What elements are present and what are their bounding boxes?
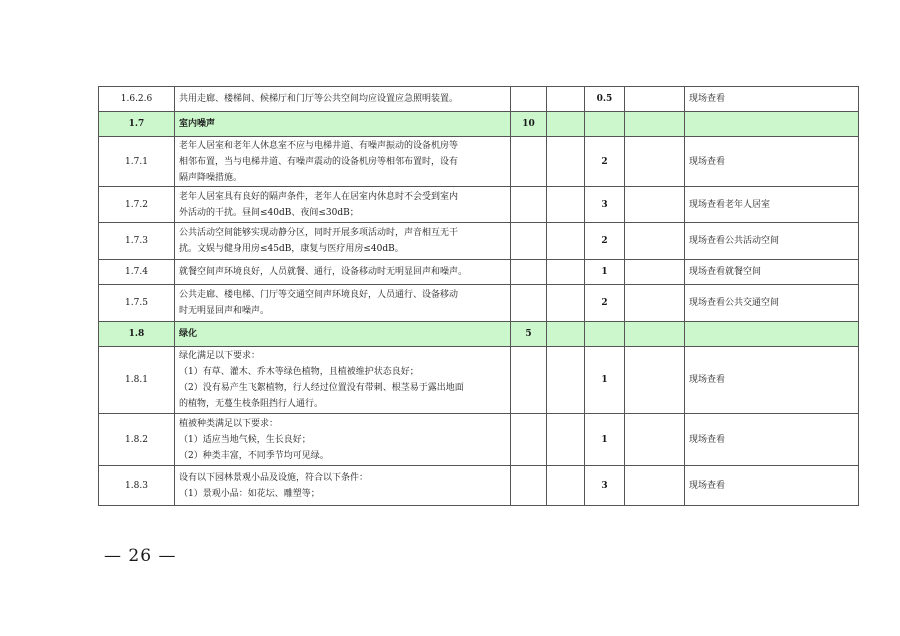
- table-row: [99, 414, 859, 466]
- item-number: 1.8.1: [99, 347, 175, 414]
- item-number: 1.7.2: [99, 187, 175, 223]
- requirement-line: 外活动的干扰。昼间≤40dB、夜间≤30dB；: [179, 207, 359, 218]
- verification-method: 现场查看公共交通空间: [685, 285, 859, 322]
- verification-method: 现场查看: [685, 414, 859, 466]
- section-total-score: 5: [511, 322, 547, 347]
- evaluation-table: [98, 86, 859, 506]
- requirement-line: 植被种类满足以下要求：: [179, 418, 279, 429]
- table-body: [99, 87, 859, 506]
- empty-cell: [511, 137, 547, 187]
- requirement-text: [175, 466, 511, 506]
- requirement-line: 老年人居室具有良好的隔声条件，老年人在居室内休息时不会受到室内: [179, 191, 459, 202]
- requirement-line: （2）种类丰富，不同季节均可见绿。: [179, 450, 329, 461]
- requirement-text: [175, 87, 511, 112]
- requirement-line: 的植物，无蔓生枝条阻挡行人通行。: [179, 399, 324, 409]
- table-row: [99, 137, 859, 187]
- item-number: 1.8.2: [99, 414, 175, 466]
- table-row: [99, 187, 859, 223]
- empty-cell: [685, 112, 859, 137]
- verification-method: 现场查看: [685, 87, 859, 112]
- requirement-line: 隔声降噪措施。: [179, 172, 243, 183]
- empty-cell: [547, 466, 585, 506]
- empty-cell: [547, 223, 585, 260]
- empty-cell: [511, 414, 547, 466]
- empty-cell: [625, 260, 685, 285]
- empty-cell: [625, 223, 685, 260]
- requirement-line: 扰。文娱与健身用房≤45dB，康复与医疗用房≤40dB。: [179, 244, 404, 254]
- verification-method: 现场查看公共活动空间: [685, 223, 859, 260]
- item-score: 0.5: [585, 87, 625, 112]
- table-row: [99, 223, 859, 260]
- requirement-line: 时无明显回声和噪声。: [179, 306, 270, 316]
- requirement-line: 公共活动空间能够实现动静分区，同时开展多项活动时，声音相互无干: [179, 228, 459, 238]
- table-row: [99, 87, 859, 112]
- empty-cell: [685, 322, 859, 347]
- item-number: 1.8.3: [99, 466, 175, 506]
- item-number: 1.7: [99, 112, 175, 137]
- empty-cell: [547, 112, 585, 137]
- item-number: 1.7.5: [99, 285, 175, 322]
- requirement-text: [175, 414, 511, 466]
- section-row: [99, 322, 859, 347]
- table-row: [99, 466, 859, 506]
- item-score: 1: [585, 414, 625, 466]
- item-score: 2: [585, 137, 625, 187]
- item-number: 1.7.4: [99, 260, 175, 285]
- requirement-line: 相邻布置，当与电梯井道、有噪声震动的设备机房等相邻布置时，设有: [179, 156, 459, 167]
- requirement-line: （2）没有易产生飞絮植物，行人经过位置没有带刺、根茎易于露出地面: [179, 383, 464, 393]
- item-score: 3: [585, 187, 625, 223]
- empty-cell: [625, 322, 685, 347]
- empty-cell: [585, 322, 625, 347]
- empty-cell: [625, 137, 685, 187]
- empty-cell: [547, 87, 585, 112]
- section-title: 室内噪声: [175, 112, 511, 137]
- empty-cell: [547, 347, 585, 414]
- requirement-line: 就餐空间声环境良好，人员就餐、通行，设备移动时无明显回声和噪声。: [179, 267, 468, 277]
- requirement-line: （1）景观小品：如花坛、雕塑等；: [179, 488, 320, 499]
- empty-cell: [511, 187, 547, 223]
- verification-method: 现场查看老年人居室: [685, 187, 859, 223]
- requirement-line: 公共走廊、楼电梯、门厅等交通空间声环境良好，人员通行、设备移动: [179, 290, 459, 300]
- verification-method: 现场查看: [685, 466, 859, 506]
- empty-cell: [585, 112, 625, 137]
- requirement-line: 老年人居室和老年人休息室不应与电梯井道、有噪声振动的设备机房等: [179, 140, 459, 151]
- section-title: 绿化: [175, 322, 511, 347]
- empty-cell: [511, 260, 547, 285]
- item-score: 1: [585, 260, 625, 285]
- empty-cell: [511, 466, 547, 506]
- requirement-text: [175, 187, 511, 223]
- empty-cell: [625, 112, 685, 137]
- page-number: — 26 —: [104, 546, 177, 566]
- empty-cell: [547, 187, 585, 223]
- verification-method: 现场查看: [685, 347, 859, 414]
- item-score: 1: [585, 347, 625, 414]
- empty-cell: [547, 414, 585, 466]
- empty-cell: [625, 187, 685, 223]
- empty-cell: [511, 285, 547, 322]
- requirement-text: [175, 347, 511, 414]
- requirement-line: （1）有草、灌木、乔木等绿色植物，且植被维护状态良好；: [179, 367, 419, 377]
- requirement-text: [175, 137, 511, 187]
- empty-cell: [625, 414, 685, 466]
- table-row: [99, 260, 859, 285]
- empty-cell: [625, 87, 685, 112]
- item-number: 1.7.1: [99, 137, 175, 187]
- requirement-text: [175, 223, 511, 260]
- requirement-line: （1）适应当地气候，生长良好；: [179, 434, 311, 445]
- table-row: [99, 347, 859, 414]
- item-number: 1.6.2.6: [99, 87, 175, 112]
- empty-cell: [547, 137, 585, 187]
- empty-cell: [625, 466, 685, 506]
- section-row: [99, 112, 859, 137]
- empty-cell: [547, 260, 585, 285]
- empty-cell: [625, 347, 685, 414]
- empty-cell: [625, 285, 685, 322]
- item-number: 1.7.3: [99, 223, 175, 260]
- requirement-text: [175, 285, 511, 322]
- empty-cell: [511, 347, 547, 414]
- verification-method: 现场查看: [685, 137, 859, 187]
- empty-cell: [511, 87, 547, 112]
- section-total-score: 10: [511, 112, 547, 137]
- verification-method: 现场查看就餐空间: [685, 260, 859, 285]
- item-score: 2: [585, 223, 625, 260]
- requirement-text: [175, 260, 511, 285]
- empty-cell: [511, 223, 547, 260]
- requirement-line: 设有以下园林景观小品及设施，符合以下条件：: [179, 472, 369, 483]
- item-score: 2: [585, 285, 625, 322]
- table-row: [99, 285, 859, 322]
- empty-cell: [547, 322, 585, 347]
- item-score: 3: [585, 466, 625, 506]
- requirement-line: 绿化满足以下要求：: [179, 351, 261, 361]
- item-number: 1.8: [99, 322, 175, 347]
- empty-cell: [547, 285, 585, 322]
- requirement-line: 共用走廊、楼梯间、候梯厅和门厅等公共空间均应设置应急照明装置。: [179, 94, 459, 104]
